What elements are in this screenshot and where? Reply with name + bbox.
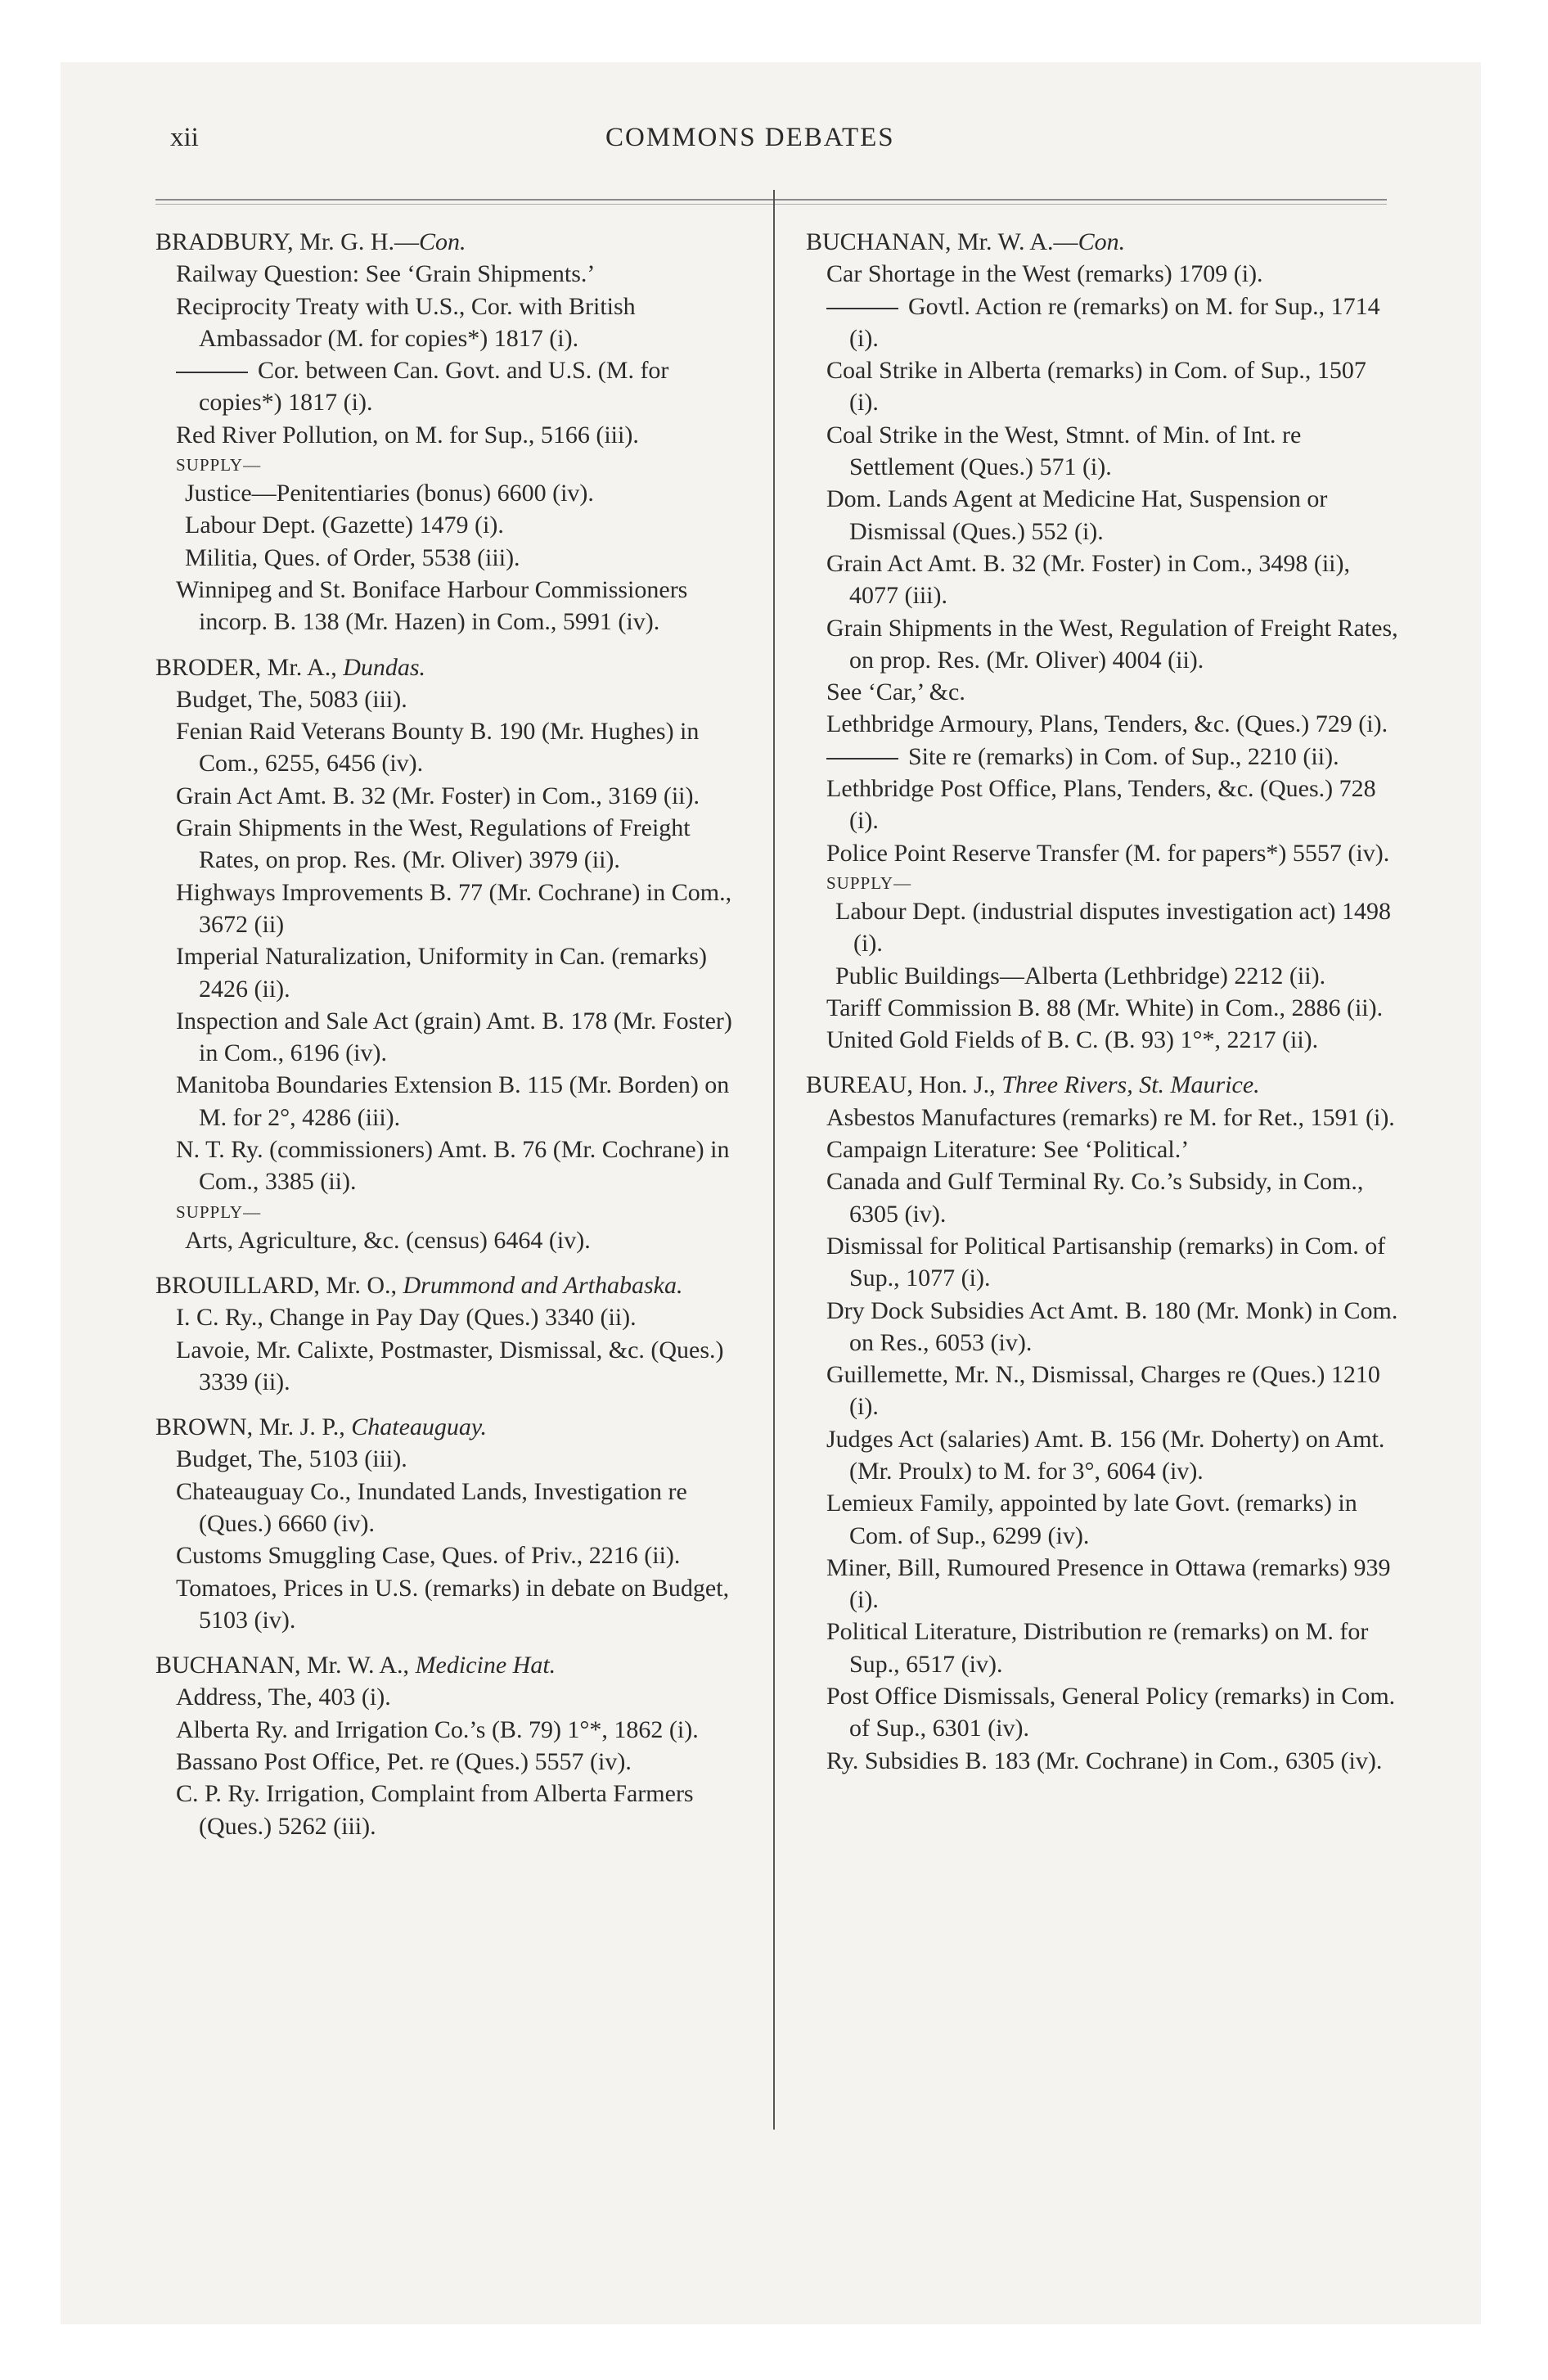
entry-line: Police Point Reserve Transfer (M. for papers*) 5557 (iv). bbox=[826, 839, 1390, 867]
supply-heading: SUPPLY— bbox=[176, 455, 262, 476]
entry-line: Address, The, 403 (i). bbox=[176, 1684, 391, 1711]
entry-line: Ry. Subsidies B. 183 (Mr. Cochrane) in Com., 6305 (iv). bbox=[826, 1747, 1383, 1774]
entry-line: Grain Shipments in the West, Regulations of Freight Rates, on prop. Res. (Mr. Oliver) 3979 (ii). bbox=[176, 814, 691, 874]
entry-line: Coal Strike in the West, Stmnt. of Min. of Int. re Settlement (Ques.) 571 (i). bbox=[826, 421, 1302, 481]
entry-line: Customs Smuggling Case, Ques. of Priv., 2216 (ii). bbox=[176, 1542, 681, 1570]
entry-line: See ‘Car,’ &c. bbox=[826, 678, 965, 706]
entry-line: Chateauguay Co., Inundated Lands, Investigation re (Ques.) 6660 (iv). bbox=[176, 1477, 687, 1537]
entry-line: I. C. Ry., Change in Pay Day (Ques.) 3340 (ii). bbox=[176, 1304, 637, 1332]
supply-line: Labour Dept. (Gazette) 1479 (i). bbox=[185, 512, 504, 539]
entry-line: Inspection and Sale Act (grain) Amt. B. 178 (Mr. Foster) in Com., 6196 (iv). bbox=[176, 1007, 732, 1067]
entry-line: Post Office Dismissals, General Policy (remarks) in Com. of Sup., 6301 (iv). bbox=[826, 1683, 1396, 1742]
entry-line: Car Shortage in the West (remarks) 1709 (i). bbox=[826, 260, 1263, 288]
supply-heading: SUPPLY— bbox=[176, 1201, 262, 1222]
entry-constituency: Three Rivers, St. Maurice. bbox=[1001, 1071, 1260, 1099]
entry-constituency: Medicine Hat. bbox=[415, 1652, 556, 1679]
entry-line: Imperial Naturalization, Uniformity in Can. (remarks) 2426 (ii). bbox=[176, 943, 707, 1003]
entry-line: Coal Strike in Alberta (remarks) in Com. of Sup., 1507 (i). bbox=[826, 357, 1366, 417]
entry-line: C. P. Ry. Irrigation, Complaint from Alberta Farmers (Ques.) 5262 (iii). bbox=[176, 1780, 694, 1840]
entry-constituency: Con. bbox=[1078, 228, 1126, 255]
entry-line: Grain Shipments in the West, Regulation of Freight Rates, on prop. Res. (Mr. Oliver) 4004 (ii). bbox=[826, 614, 1398, 674]
right-column bbox=[806, 226, 1399, 1777]
entry-name: BRODER, Mr. A., Dundas. bbox=[155, 653, 426, 681]
entry-line: Red River Pollution, on M. for Sup., 5166 (iii). bbox=[176, 421, 639, 449]
index-entry bbox=[155, 1411, 757, 1636]
entry-name: BROUILLARD, Mr. O., Drummond and Arthabaska. bbox=[155, 1271, 683, 1299]
index-entry bbox=[806, 226, 1399, 1056]
entry-line: Dry Dock Subsidies Act Amt. B. 180 (Mr. Monk) in Com. on Res., 6053 (iv). bbox=[826, 1296, 1398, 1356]
entry-name: BUCHANAN, Mr. W. A., Medicine Hat. bbox=[155, 1652, 556, 1679]
column-separator bbox=[773, 190, 775, 2130]
entry-line: Budget, The, 5083 (iii). bbox=[176, 685, 407, 713]
entry-line: Guillemette, Mr. N., Dismissal, Charges re (Ques.) 1210 (i). bbox=[826, 1361, 1380, 1421]
entry-line: Highways Improvements B. 77 (Mr. Cochrane) in Com., 3672 (ii) bbox=[176, 878, 732, 938]
entry-line: Political Literature, Distribution re (remarks) on M. for Sup., 6517 (iv). bbox=[826, 1618, 1369, 1678]
supply-line: Justice—Penitentiaries (bonus) 6600 (iv). bbox=[185, 480, 594, 507]
header-rule-top bbox=[155, 199, 1387, 201]
index-entry bbox=[155, 651, 757, 1256]
entry-line: United Gold Fields of B. C. (B. 93) 1°*, 2217 (ii). bbox=[826, 1026, 1319, 1054]
supply-line: Public Buildings—Alberta (Lethbridge) 2212 (ii). bbox=[835, 962, 1326, 989]
entry-line: Tariff Commission B. 88 (Mr. White) in Com., 2886 (ii). bbox=[826, 994, 1384, 1021]
entry-name: BUREAU, Hon. J., Three Rivers, St. Maurice. bbox=[806, 1071, 1260, 1099]
entry-line: Lethbridge Armoury, Plans, Tenders, &c. (Ques.) 729 (i). bbox=[826, 710, 1388, 738]
header-rule-bottom bbox=[155, 204, 1387, 205]
entry-line: Alberta Ry. and Irrigation Co.’s (B. 79) 1°*, 1862 (i). bbox=[176, 1715, 699, 1743]
entry-constituency: Chateauguay. bbox=[351, 1413, 488, 1441]
repeat-dash bbox=[176, 372, 248, 373]
entry-constituency: Drummond and Arthabaska. bbox=[403, 1271, 683, 1299]
entry-line: Lemieux Family, appointed by late Govt. (remarks) in Com. of Sup., 6299 (iv). bbox=[826, 1490, 1357, 1549]
repeat-dash bbox=[826, 308, 898, 309]
supply-line: Labour Dept. (industrial disputes investigation act) 1498 (i). bbox=[835, 897, 1392, 958]
supply-line: Militia, Ques. of Order, 5538 (iii). bbox=[185, 543, 520, 571]
entry-line: Dom. Lands Agent at Medicine Hat, Suspension or Dismissal (Ques.) 552 (i). bbox=[826, 485, 1328, 545]
supply-line: Arts, Agriculture, &c. (census) 6464 (iv). bbox=[185, 1226, 591, 1254]
entry-line: Cor. between Can. Govt. and U.S. (M. for copies*) 1817 (i). bbox=[155, 354, 757, 419]
entry-line: Judges Act (salaries) Amt. B. 156 (Mr. Doherty) on Amt. (Mr. Proulx) to M. for 3°, 6064 (iv). bbox=[826, 1425, 1385, 1485]
index-entry bbox=[155, 226, 757, 638]
entry-line: N. T. Ry. (commissioners) Amt. B. 76 (Mr. Cochrane) in Com., 3385 (ii). bbox=[176, 1136, 730, 1196]
entry-line: Budget, The, 5103 (iii). bbox=[176, 1445, 407, 1473]
entry-name: BRADBURY, Mr. G. H.—Con. bbox=[155, 228, 466, 255]
entry-line: Reciprocity Treaty with U.S., Cor. with British Ambassador (M. for copies*) 1817 (i). bbox=[176, 292, 636, 352]
entry-line: Dismissal for Political Partisanship (remarks) in Com. of Sup., 1077 (i). bbox=[826, 1232, 1386, 1292]
index-entry bbox=[155, 1649, 757, 1842]
page-number: xii bbox=[170, 123, 199, 152]
entry-constituency: Dundas. bbox=[343, 653, 426, 681]
entry-line: Asbestos Manufactures (remarks) re M. for Ret., 1591 (i). bbox=[826, 1103, 1395, 1131]
entry-line: Govtl. Action re (remarks) on M. for Sup., 1714 (i). bbox=[806, 291, 1399, 355]
page-title: COMMONS DEBATES bbox=[605, 123, 895, 152]
entry-line: Site re (remarks) in Com. of Sup., 2210 (ii). bbox=[806, 741, 1399, 773]
entry-line: Winnipeg and St. Boniface Harbour Commissioners incorp. B. 138 (Mr. Hazen) in Com., 5991 (iv). bbox=[176, 575, 688, 636]
entry-line: Grain Act Amt. B. 32 (Mr. Foster) in Com., 3498 (ii), 4077 (iii). bbox=[826, 549, 1350, 610]
entry-line: Lethbridge Post Office, Plans, Tenders, &c. (Ques.) 728 (i). bbox=[826, 775, 1376, 835]
entry-name: BROWN, Mr. J. P., Chateauguay. bbox=[155, 1413, 488, 1441]
entry-line: Miner, Bill, Rumoured Presence in Ottawa (remarks) 939 (i). bbox=[826, 1553, 1391, 1614]
left-column bbox=[155, 226, 757, 1842]
entry-name: BUCHANAN, Mr. W. A.—Con. bbox=[806, 228, 1126, 255]
repeat-dash bbox=[826, 758, 898, 760]
index-entry bbox=[806, 1069, 1399, 1777]
entry-line: Railway Question: See ‘Grain Shipments.’ bbox=[176, 260, 596, 288]
entry-line: Manitoba Boundaries Extension B. 115 (Mr. Borden) on M. for 2°, 4286 (iii). bbox=[176, 1071, 730, 1131]
index-entry bbox=[155, 1269, 757, 1398]
entry-line: Bassano Post Office, Pet. re (Ques.) 5557 (iv). bbox=[176, 1748, 632, 1776]
entry-line: Grain Act Amt. B. 32 (Mr. Foster) in Com., 3169 (ii). bbox=[176, 782, 700, 809]
entry-constituency: Con. bbox=[419, 228, 466, 255]
entry-line: Canada and Gulf Terminal Ry. Co.’s Subsidy, in Com., 6305 (iv). bbox=[826, 1168, 1364, 1228]
entry-line: Tomatoes, Prices in U.S. (remarks) in debate on Budget, 5103 (iv). bbox=[176, 1574, 730, 1634]
entry-line: Campaign Literature: See ‘Political.’ bbox=[826, 1136, 1190, 1164]
supply-heading: SUPPLY— bbox=[826, 872, 912, 893]
entry-line: Lavoie, Mr. Calixte, Postmaster, Dismissal, &c. (Ques.) 3339 (ii). bbox=[176, 1336, 724, 1395]
entry-line: Fenian Raid Veterans Bounty B. 190 (Mr. Hughes) in Com., 6255, 6456 (iv). bbox=[176, 718, 700, 778]
